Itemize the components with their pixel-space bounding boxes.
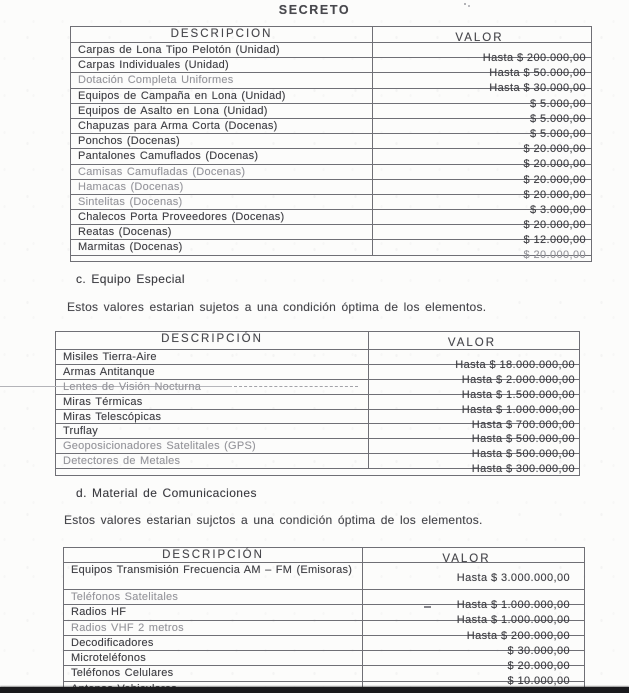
row-description: Chalecos Porta Proveedores (Docenas) <box>71 210 373 224</box>
row-value: Hasta $ 3.000.000,00 <box>456 572 570 584</box>
row-value: $ 5.000,00 <box>530 97 586 110</box>
row-value: Hasta $ 50.000,00 <box>489 67 586 80</box>
table-row <box>71 118 591 140</box>
column-header-description: DESCRIPCIÓN <box>56 332 369 349</box>
row-value: $ 5.000,00 <box>530 112 586 125</box>
row-description: Carpas Individuales (Unidad) <box>71 58 373 72</box>
row-value: Hasta $ 1.000.000,00 <box>461 403 575 416</box>
row-description: Microteléfonos <box>64 651 363 665</box>
scan-speck <box>464 3 466 5</box>
communications-price-table <box>63 547 585 693</box>
column-header-value: VALOR <box>442 553 491 565</box>
row-value: Hasta $ 30.000,00 <box>489 82 586 95</box>
row-description: Camisas Camufladas (Docenas) <box>71 165 373 179</box>
row-value: Hasta $ 18.000.000,00 <box>455 359 575 371</box>
row-value: Hasta $ 700.000,00 <box>471 418 575 431</box>
row-description: Decodificadores <box>64 636 363 650</box>
equipment-price-table <box>70 26 592 262</box>
row-description: Miras Térmicas <box>56 395 369 409</box>
row-value: Hasta $ 1.500.000,00 <box>461 388 575 401</box>
row-value: $ 20.000,00 <box>507 660 570 673</box>
column-header-value: VALOR <box>455 32 504 44</box>
table-row <box>64 589 584 611</box>
row-value: $ 20.000,00 <box>523 173 586 186</box>
section-d-intro: Estos valores estarian sujctos a una condición óptima de los elementos. <box>64 513 483 527</box>
classification-marking: SECRETO <box>278 3 351 17</box>
row-value: $ 20.000,00 <box>523 158 586 171</box>
row-description: Equipos de Asalto en Lona (Unidad) <box>71 104 373 118</box>
row-description: Teléfonos Celulares <box>64 666 363 680</box>
row-description: Carpas de Lona Tipo Pelotón (Unidad) <box>71 43 373 57</box>
row-description: Teléfonos Satelitales <box>64 590 363 604</box>
table-row <box>71 179 591 201</box>
row-value: Hasta $ 1.000.000,00 <box>456 599 570 611</box>
table-row <box>71 239 591 262</box>
table-row <box>71 194 591 216</box>
row-description: Misiles Tierra-Aire <box>56 350 369 364</box>
row-description: Hamacas (Docenas) <box>71 180 373 194</box>
row-description: Marmitas (Docenas) <box>71 240 373 254</box>
row-value: Hasta $ 300.000,00 <box>471 463 575 476</box>
row-value: $ 20.000,00 <box>523 143 586 156</box>
row-value: $ 20.000,00 <box>523 188 586 201</box>
table-row <box>71 103 591 125</box>
row-description: Sintelitas (Docenas) <box>71 195 373 209</box>
table-row <box>64 650 584 673</box>
row-description: Geoposicionadores Satelitales (GPS) <box>56 439 369 453</box>
section-c-intro: Estos valores estarian sujetos a una condición óptima de los elementos. <box>67 300 487 314</box>
column-header-description: DESCRIPCION <box>71 27 373 42</box>
column-header-description: DESCRIPCIÓN <box>64 548 363 562</box>
table-row <box>71 42 591 64</box>
table-empty-strip <box>71 255 591 261</box>
special-equipment-price-table <box>55 331 580 476</box>
table-header-row <box>56 332 579 349</box>
table-row <box>56 349 579 371</box>
row-value: Hasta $ 200.000,00 <box>482 52 586 64</box>
table-row <box>71 148 591 171</box>
row-description: Equipos Transmisión Frecuencia AM – FM (Emisoras) <box>64 563 363 589</box>
scan-artifact-margin-line <box>0 386 60 387</box>
table-header-row <box>71 27 591 42</box>
row-value: $ 20.000,00 <box>523 249 586 262</box>
row-value: $ 3.000,00 <box>530 203 586 216</box>
row-description: Miras Telescópicas <box>56 410 369 424</box>
row-description: Radios HF <box>64 605 363 619</box>
scan-artifact-dashed-line <box>234 386 358 387</box>
section-c-heading: c. Equipo Especial <box>76 272 185 286</box>
row-value: $ 10.000,00 <box>507 675 570 688</box>
row-description: Ponchos (Docenas) <box>71 134 373 148</box>
row-description: Truflay <box>56 424 369 438</box>
row-value: Hasta $ 1.000.000,00 <box>456 614 570 627</box>
table-row <box>71 164 591 186</box>
scan-edge-bottom <box>0 687 629 693</box>
row-value: Hasta $ 500.000,00 <box>471 433 575 446</box>
scan-artifact-dash-mark <box>424 606 431 608</box>
row-description: Equipos de Campaña en Lona (Unidad) <box>71 89 373 103</box>
row-value: Hasta $ 500.000,00 <box>471 448 575 461</box>
table-header-row <box>64 548 584 565</box>
row-description: Pantalones Camuflados (Docenas) <box>71 149 373 163</box>
row-description: Radios VHF 2 metros <box>64 621 363 635</box>
row-description: Dotación Completa Uniformes <box>71 73 373 87</box>
row-description: Chapuzas para Arma Corta (Docenas) <box>71 119 373 133</box>
section-d-heading: d. Material de Comunicaciones <box>76 486 257 500</box>
table-row <box>71 209 591 232</box>
row-value: $ 5.000,00 <box>530 127 586 140</box>
column-header-value: VALOR <box>447 337 497 349</box>
table-row <box>71 133 591 156</box>
row-description: Armas Antitanque <box>56 365 369 379</box>
row-value: Hasta $ 200.000,00 <box>466 629 570 642</box>
table-row <box>64 665 584 688</box>
row-value: Hasta $ 2.000.000,00 <box>461 373 575 386</box>
row-value: $ 12.000,00 <box>523 234 586 247</box>
row-value: $ 30.000,00 <box>507 644 570 657</box>
row-description: Detectores de Metales <box>56 454 369 468</box>
row-value: $ 20.000,00 <box>523 219 586 232</box>
table-row <box>71 224 591 247</box>
row-description: Reatas (Docenas) <box>71 225 373 239</box>
table-row <box>64 562 584 589</box>
scan-artifact-strike-line <box>60 386 232 387</box>
